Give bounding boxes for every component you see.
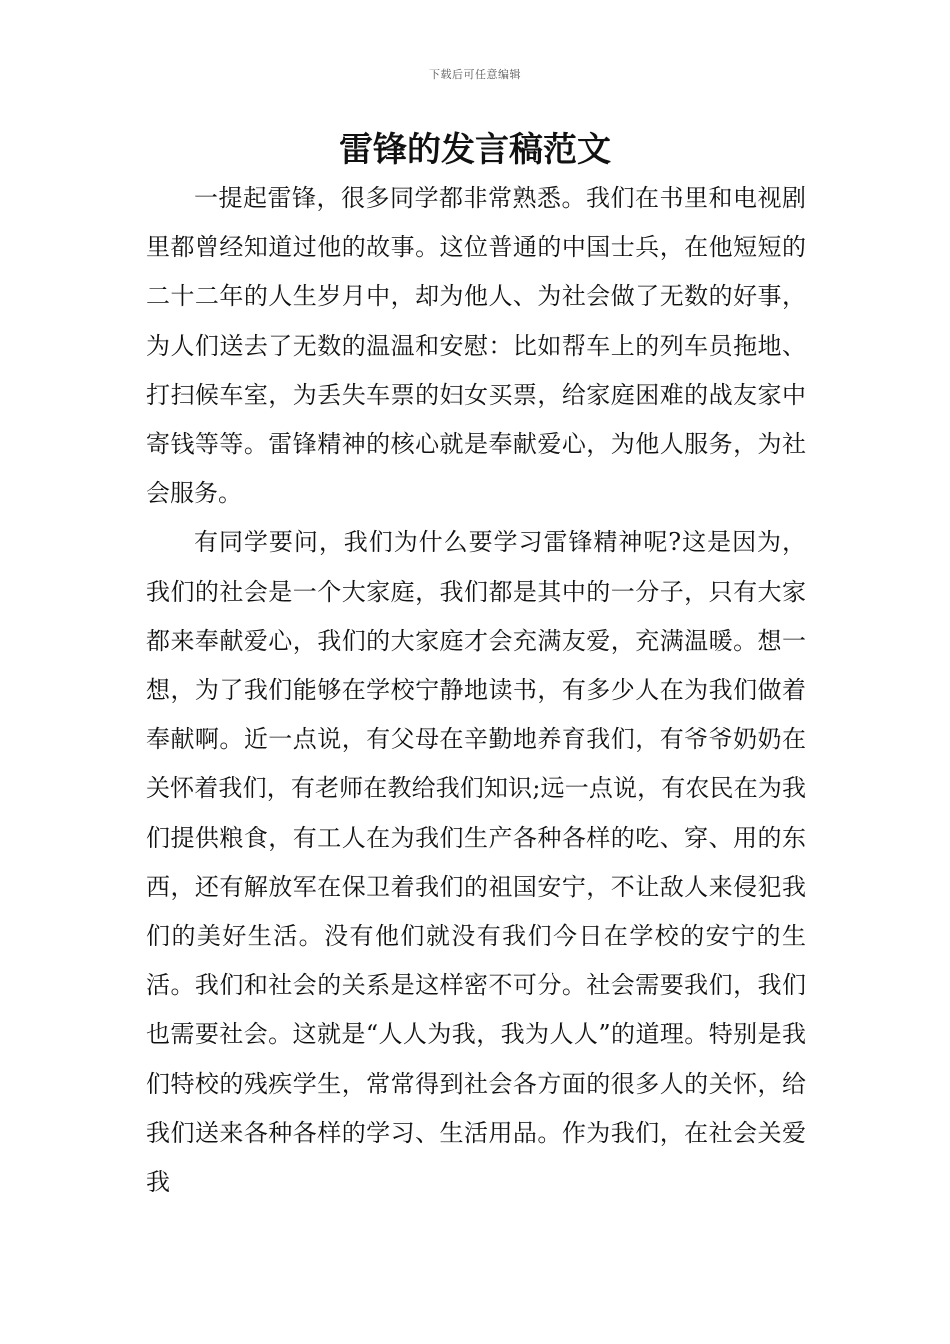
paragraph-1: 一提起雷锋，很多同学都非常熟悉。我们在书里和电视剧里都曾经知道过他的故事。这位普通的中国士兵，在他短短的二十二年的人生岁月中，却为他人、为社会做了无数的好事，为人们送去了无数的温温和安慰：比如帮车上的列车员拖地、打扫候车室，为丢失车票的妇女买票，给家庭困难的战友家中寄钱等等。雷锋精神的核心就是奉献爱心，为他人服务，为社会服务。 xyxy=(146,184,806,508)
document-body xyxy=(146,174,806,1207)
header-note: 下载后可任意编辑 xyxy=(429,68,521,81)
paragraph-2: 有同学要问，我们为什么要学习雷锋精神呢?这是因为，我们的社会是一个大家庭，我们都是其中的一分子，只有大家都来奉献爱心，我们的大家庭才会充满友爱，充满温暖。想一想，为了我们能够在学校宁静地读书，有多少人在为我们做着奉献啊。近一点说，有父母在辛勤地养育我们，有爷爷奶奶在关怀着我们，有老师在教给我们知识;远一点说，有农民在为我们提供粮食，有工人在为我们生产各种各样的吃、穿、用的东西，还有解放军在保卫着我们的祖国安宁，不让敌人来侵犯我们的美好生活。没有他们就没有我们今日在学校的安宁的生活。我们和社会的关系是这样密不可分。社会需要我们，我们也需要社会。这就是“人人为我，我为人人”的道理。特别是我们特校的残疾学生，常常得到社会各方面的很多人的关怀，给我们送来各种各样的学习、生活用品。作为我们，在社会关爱我 xyxy=(146,528,806,1197)
document-title: 雷锋的发言稿范文 xyxy=(339,130,611,170)
